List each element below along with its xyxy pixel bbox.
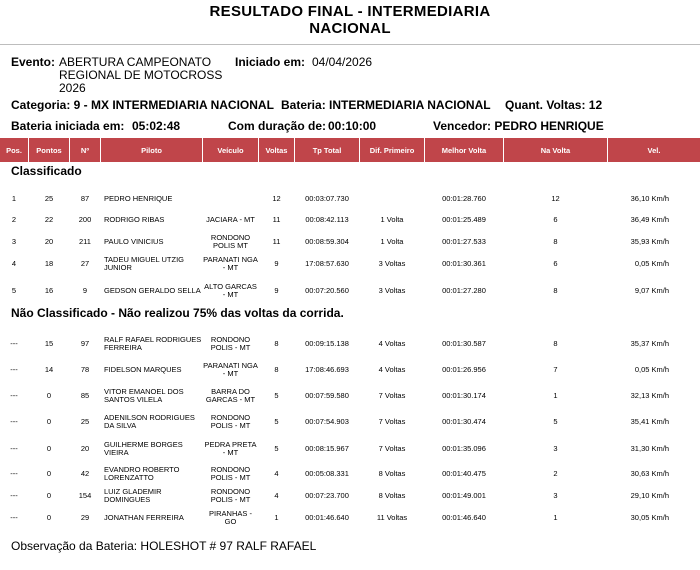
cell-melhor: 00:01:27.280 bbox=[442, 285, 486, 295]
cell-piloto: FIDELSON MARQUES bbox=[104, 364, 182, 374]
cell-dif: 1 Volta bbox=[380, 236, 404, 246]
table-row bbox=[0, 485, 700, 507]
cell-veiculo: RONDONO POLIS - MT bbox=[210, 464, 251, 482]
cell-pontos: 22 bbox=[44, 214, 54, 224]
cell-tp-total: 00:07:54.903 bbox=[305, 416, 349, 426]
cell-melhor: 00:01:30.174 bbox=[442, 390, 486, 400]
cell-num: 42 bbox=[80, 468, 90, 478]
table-row bbox=[0, 231, 700, 253]
cell-voltas: 8 bbox=[274, 364, 279, 374]
cell-num: 97 bbox=[80, 338, 90, 348]
cell-voltas: 12 bbox=[272, 193, 281, 203]
cell-pos: --- bbox=[10, 338, 18, 348]
cell-melhor: 00:01:35.096 bbox=[442, 443, 486, 453]
table-row bbox=[0, 280, 700, 302]
cell-dif: 4 Voltas bbox=[378, 364, 406, 374]
table-row bbox=[0, 438, 700, 460]
cell-piloto: TADEU MIGUEL UTZIG JUNIOR bbox=[104, 254, 185, 272]
cell-piloto: EVANDRO ROBERTO LORENZATTO bbox=[104, 464, 180, 482]
cell-pontos: 0 bbox=[46, 390, 52, 400]
table-header bbox=[0, 138, 700, 162]
cell-na-volta: 7 bbox=[553, 364, 558, 374]
cell-veiculo: RONDONO POLIS - MT bbox=[210, 412, 251, 430]
report-title: RESULTADO FINAL - INTERMEDIARIA bbox=[209, 3, 491, 20]
cell-vel: 32,13 Km/h bbox=[630, 390, 669, 400]
iniciado-label: Iniciado em: bbox=[235, 55, 306, 69]
cell-melhor: 00:01:30.361 bbox=[442, 258, 486, 268]
cell-tp-total: 00:08:59.304 bbox=[305, 236, 349, 246]
cell-na-volta: 5 bbox=[553, 416, 558, 426]
cell-vel: 29,10 Km/h bbox=[630, 490, 669, 500]
cell-voltas: 4 bbox=[274, 468, 279, 478]
cell-na-volta: 3 bbox=[553, 443, 558, 453]
cell-tp-total: 00:07:23.700 bbox=[305, 490, 349, 500]
cell-num: 20 bbox=[80, 443, 90, 453]
table-row bbox=[0, 463, 700, 485]
cell-dif: 3 Voltas bbox=[378, 258, 406, 268]
cell-na-volta: 8 bbox=[553, 236, 558, 246]
cell-piloto: ADENILSON RODRIGUES DA SILVA bbox=[104, 412, 195, 430]
cell-dif: 8 Voltas bbox=[378, 490, 406, 500]
cell-melhor: 00:01:25.489 bbox=[442, 214, 486, 224]
cell-veiculo: BARRA DO GARCAS - MT bbox=[205, 386, 256, 404]
cell-vel: 35,37 Km/h bbox=[630, 338, 669, 348]
observacao: Observação da Bateria: HOLESHOT # 97 RALF RAFAEL bbox=[11, 539, 317, 553]
cell-dif: 7 Voltas bbox=[378, 416, 406, 426]
cell-num: 25 bbox=[80, 416, 90, 426]
cell-dif: 3 Voltas bbox=[378, 285, 406, 295]
col-veiculo: Veículo bbox=[203, 138, 258, 162]
section-classificado: Classificado bbox=[11, 164, 82, 178]
col-numero: Nº bbox=[70, 138, 100, 162]
cell-pontos: 18 bbox=[44, 258, 54, 268]
bateria-iniciada-label: Bateria iniciada em: bbox=[11, 119, 125, 133]
cell-pos: 2 bbox=[11, 214, 17, 224]
cell-melhor: 00:01:49.001 bbox=[442, 490, 486, 500]
cell-vel: 30,05 Km/h bbox=[630, 512, 669, 522]
cell-veiculo: PEDRA PRETA - MT bbox=[204, 439, 257, 457]
cell-voltas: 9 bbox=[274, 258, 279, 268]
cell-vel: 35,41 Km/h bbox=[630, 416, 669, 426]
table-row bbox=[0, 385, 700, 407]
cell-veiculo: RONDONO POLIS - MT bbox=[210, 486, 251, 504]
section-nao-classificado: Não Classificado - Não realizou 75% das voltas da corrida. bbox=[11, 306, 344, 320]
cell-veiculo: RONDONO POLIS MT bbox=[210, 232, 251, 250]
iniciado-value: 04/04/2026 bbox=[312, 55, 373, 69]
cell-na-volta: 8 bbox=[553, 338, 558, 348]
cell-na-volta: 2 bbox=[553, 468, 558, 478]
cell-tp-total: 00:03:07.730 bbox=[305, 193, 349, 203]
cell-piloto: JONATHAN FERREIRA bbox=[104, 512, 184, 522]
cell-num: 29 bbox=[80, 512, 90, 522]
cell-dif: 7 Voltas bbox=[378, 390, 406, 400]
duracao-value: 00:10:00 bbox=[328, 119, 377, 133]
cell-veiculo: PARANATI NGA - MT bbox=[203, 254, 258, 272]
cell-dif: 4 Voltas bbox=[378, 338, 406, 348]
evento-value-1: ABERTURA CAMPEONATO bbox=[59, 55, 212, 69]
cell-pontos: 0 bbox=[46, 512, 52, 522]
cell-tp-total: 00:07:59.580 bbox=[305, 390, 349, 400]
cell-na-volta: 6 bbox=[553, 258, 558, 268]
cell-pontos: 0 bbox=[46, 490, 52, 500]
evento-value-2: REGIONAL DE MOTOCROSS bbox=[59, 68, 223, 82]
bateria: Bateria: INTERMEDIARIA NACIONAL bbox=[281, 98, 491, 112]
cell-pontos: 14 bbox=[44, 364, 54, 374]
cell-na-volta: 1 bbox=[553, 512, 558, 522]
table-row bbox=[0, 209, 700, 231]
cell-melhor: 00:01:30.587 bbox=[442, 338, 486, 348]
cell-pontos: 20 bbox=[44, 236, 54, 246]
cell-num: 78 bbox=[80, 364, 90, 374]
cell-vel: 30,63 Km/h bbox=[630, 468, 669, 478]
quant-voltas: Quant. Voltas: 12 bbox=[505, 98, 603, 112]
table-row bbox=[0, 411, 700, 433]
cell-voltas: 1 bbox=[274, 512, 279, 522]
cell-pos: --- bbox=[10, 512, 18, 522]
cell-voltas: 9 bbox=[274, 285, 279, 295]
cell-piloto: PEDRO HENRIQUE bbox=[104, 193, 173, 203]
cell-piloto: RODRIGO RIBAS bbox=[104, 214, 165, 224]
cell-piloto: GEDSON GERALDO SELLA bbox=[104, 285, 201, 295]
col-dif-primeiro: Dif. Primeiro bbox=[360, 138, 424, 162]
cell-num: 154 bbox=[78, 490, 92, 500]
cell-pos: --- bbox=[10, 490, 18, 500]
cell-tp-total: 00:08:15.967 bbox=[305, 443, 349, 453]
cell-pontos: 0 bbox=[46, 416, 52, 426]
cell-pos: 1 bbox=[11, 193, 17, 203]
cell-voltas: 4 bbox=[274, 490, 279, 500]
cell-veiculo: RONDONO POLIS - MT bbox=[210, 334, 251, 352]
cell-veiculo bbox=[203, 188, 258, 210]
col-pontos: Pontos bbox=[29, 138, 69, 162]
cell-melhor: 00:01:28.760 bbox=[442, 193, 486, 203]
col-tp-total: Tp Total bbox=[295, 138, 359, 162]
cell-melhor: 00:01:27.533 bbox=[442, 236, 486, 246]
cell-pontos: 25 bbox=[44, 193, 54, 203]
cell-vel: 35,93 Km/h bbox=[630, 236, 669, 246]
cell-pos: --- bbox=[10, 443, 18, 453]
cell-pos: 3 bbox=[11, 236, 17, 246]
cell-num: 200 bbox=[78, 214, 92, 224]
col-vel: Vel. bbox=[608, 138, 700, 162]
cell-piloto: VITOR EMANOEL DOS SANTOS VILELA bbox=[104, 386, 184, 404]
cell-num: 27 bbox=[80, 258, 90, 268]
cell-pos: 5 bbox=[11, 285, 17, 295]
divider bbox=[0, 44, 700, 45]
cell-pos: --- bbox=[10, 416, 18, 426]
cell-melhor: 00:01:40.475 bbox=[442, 468, 486, 478]
cell-tp-total: 00:01:46.640 bbox=[305, 512, 349, 522]
categoria: Categoria: 9 - MX INTERMEDIARIA NACIONAL bbox=[11, 98, 274, 112]
cell-dif: 11 Voltas bbox=[376, 512, 408, 522]
cell-pos: --- bbox=[10, 364, 18, 374]
cell-melhor: 00:01:46.640 bbox=[442, 512, 486, 522]
col-melhor-volta: Melhor Volta bbox=[425, 138, 503, 162]
duracao-label: Com duração de: bbox=[228, 119, 327, 133]
cell-voltas: 5 bbox=[274, 390, 279, 400]
cell-pos: --- bbox=[10, 468, 18, 478]
cell-voltas: 5 bbox=[274, 443, 279, 453]
table-row bbox=[0, 359, 700, 381]
table-row bbox=[0, 253, 700, 275]
cell-vel: 36,10 Km/h bbox=[630, 193, 669, 203]
col-na-volta: Na Volta bbox=[504, 138, 607, 162]
col-pos: Pos. bbox=[0, 138, 28, 162]
cell-tp-total: 17:08:46.693 bbox=[305, 364, 349, 374]
cell-tp-total: 00:05:08.331 bbox=[305, 468, 349, 478]
cell-pontos: 15 bbox=[44, 338, 54, 348]
report-subtitle: NACIONAL bbox=[309, 20, 391, 37]
cell-na-volta: 8 bbox=[553, 285, 558, 295]
cell-vel: 9,07 Km/h bbox=[634, 285, 669, 295]
cell-na-volta: 1 bbox=[553, 390, 558, 400]
table-row bbox=[0, 188, 700, 210]
cell-na-volta: 3 bbox=[553, 490, 558, 500]
evento-label: Evento: bbox=[11, 55, 56, 69]
cell-veiculo: PARANATI NGA - MT bbox=[203, 360, 258, 378]
cell-piloto: PAULO VINICIUS bbox=[104, 236, 164, 246]
col-voltas: Voltas bbox=[259, 138, 294, 162]
cell-na-volta: 12 bbox=[551, 193, 560, 203]
cell-melhor: 00:01:26.956 bbox=[442, 364, 486, 374]
cell-tp-total: 00:08:42.113 bbox=[305, 214, 349, 224]
table-row bbox=[0, 333, 700, 355]
cell-melhor: 00:01:30.474 bbox=[442, 416, 486, 426]
cell-vel: 36,49 Km/h bbox=[630, 214, 669, 224]
cell-veiculo: ALTO GARCAS - MT bbox=[204, 281, 257, 299]
cell-dif: 8 Voltas bbox=[378, 468, 406, 478]
cell-vel: 0,05 Km/h bbox=[634, 364, 669, 374]
cell-veiculo: PIRANHAS - GO bbox=[209, 508, 252, 526]
bateria-iniciada-value: 05:02:48 bbox=[132, 119, 181, 133]
cell-piloto: RALF RAFAEL RODRIGUES FERREIRA bbox=[104, 334, 202, 352]
cell-tp-total: 00:09:15.138 bbox=[305, 338, 349, 348]
cell-veiculo: JACIARA - MT bbox=[206, 214, 255, 224]
vencedor: Vencedor: PEDRO HENRIQUE bbox=[433, 119, 604, 133]
table-row bbox=[0, 507, 700, 529]
cell-num: 211 bbox=[79, 236, 91, 246]
cell-num: 9 bbox=[82, 285, 88, 295]
cell-vel: 0,05 Km/h bbox=[634, 258, 669, 268]
cell-dif: 1 Volta bbox=[380, 214, 404, 224]
cell-voltas: 11 bbox=[272, 214, 281, 224]
cell-pontos: 0 bbox=[46, 468, 52, 478]
cell-dif bbox=[360, 188, 424, 210]
cell-piloto: GUILHERME BORGES VIEIRA bbox=[104, 439, 183, 457]
cell-num: 87 bbox=[80, 193, 90, 203]
cell-voltas: 11 bbox=[272, 236, 281, 246]
cell-pontos: 0 bbox=[46, 443, 52, 453]
evento-value-3: 2026 bbox=[59, 81, 86, 95]
cell-pontos: 16 bbox=[44, 285, 54, 295]
cell-pos: 4 bbox=[11, 258, 17, 268]
cell-voltas: 5 bbox=[274, 416, 279, 426]
cell-num: 85 bbox=[80, 390, 90, 400]
cell-vel: 31,30 Km/h bbox=[630, 443, 669, 453]
cell-na-volta: 6 bbox=[553, 214, 558, 224]
cell-tp-total: 17:08:57.630 bbox=[305, 258, 349, 268]
cell-voltas: 8 bbox=[274, 338, 279, 348]
cell-dif: 7 Voltas bbox=[378, 443, 406, 453]
cell-tp-total: 00:07:20.560 bbox=[305, 285, 349, 295]
cell-pos: --- bbox=[10, 390, 18, 400]
col-piloto: Piloto bbox=[101, 138, 202, 162]
cell-piloto: LUIZ GLADEMIR DOMINGUES bbox=[104, 486, 162, 504]
